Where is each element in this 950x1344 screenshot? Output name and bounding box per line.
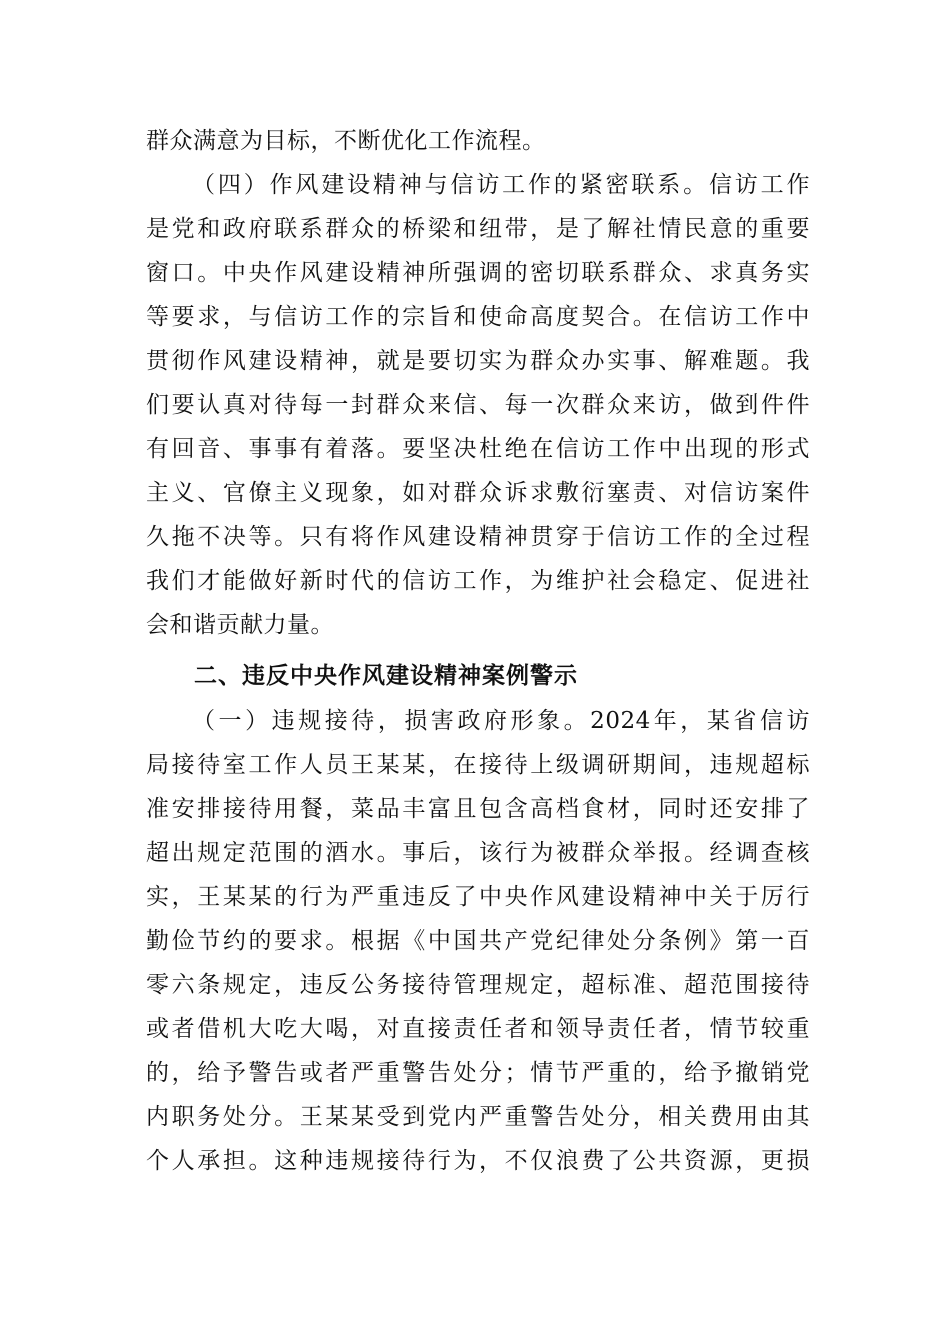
paragraph-line: 内职务处分。王某某受到党内严重警告处分，相关费用由其 <box>146 1104 810 1130</box>
paragraph-line: 是党和政府联系群众的桥梁和纽带，是了解社情民意的重要 <box>146 216 810 242</box>
paragraph-line: 局接待室工作人员王某某，在接待上级调研期间，违规超标 <box>146 752 810 778</box>
paragraph-line: 久拖不决等。只有将作风建设精神贯穿于信访工作的全过程 <box>146 524 810 550</box>
paragraph-line: （四）作风建设精神与信访工作的紧密联系。信访工作 <box>192 172 810 198</box>
paragraph-line: 实，王某某的行为严重违反了中央作风建设精神中关于厉行 <box>146 884 810 910</box>
paragraph-line: 勤俭节约的要求。根据《中国共产党纪律处分条例》第一百 <box>146 928 810 954</box>
paragraph-line: 贯彻作风建设精神，就是要切实为群众办实事、解难题。我 <box>146 348 810 374</box>
paragraph-line: （一）违规接待，损害政府形象。2024年，某省信访 <box>192 708 810 734</box>
paragraph-line: 主义、官僚主义现象，如对群众诉求敷衍塞责、对信访案件 <box>146 480 810 506</box>
paragraph-line: 会和谐贡献力量。 <box>146 612 334 638</box>
paragraph-line: 窗口。中央作风建设精神所强调的密切联系群众、求真务实 <box>146 260 810 286</box>
paragraph-line: 等要求，与信访工作的宗旨和使命高度契合。在信访工作中 <box>146 304 810 330</box>
paragraph-line: 超出规定范围的酒水。事后，该行为被群众举报。经调查核 <box>146 840 810 866</box>
paragraph-line: 准安排接待用餐，菜品丰富且包含高档食材，同时还安排了 <box>146 796 810 822</box>
paragraph-line: 的，给予警告或者严重警告处分；情节严重的，给予撤销党 <box>146 1060 810 1086</box>
paragraph-line: 我们才能做好新时代的信访工作，为维护社会稳定、促进社 <box>146 568 810 594</box>
paragraph-line: 或者借机大吃大喝，对直接责任者和领导责任者，情节较重 <box>146 1016 810 1042</box>
paragraph-line: 群众满意为目标，不断优化工作流程。 <box>146 128 546 154</box>
paragraph-line: 零六条规定，违反公务接待管理规定，超标准、超范围接待 <box>146 972 810 998</box>
paragraph-line: 们要认真对待每一封群众来信、每一次群众来访，做到件件 <box>146 392 810 418</box>
paragraph-line: 个人承担。这种违规接待行为，不仅浪费了公共资源，更损 <box>146 1148 810 1174</box>
paragraph-line: 有回音、事事有着落。要坚决杜绝在信访工作中出现的形式 <box>146 436 810 462</box>
section-heading: 二、违反中央作风建设精神案例警示 <box>194 663 578 689</box>
